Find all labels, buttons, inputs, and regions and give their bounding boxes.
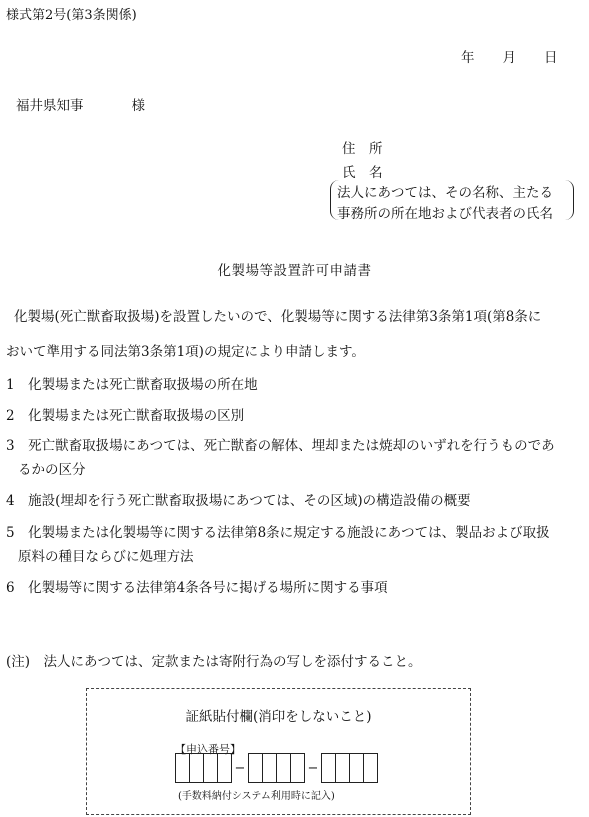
digit-box[interactable] [217, 753, 232, 783]
date-line [461, 46, 558, 66]
date-month-label: 月 [502, 50, 516, 66]
digit-box[interactable] [175, 753, 190, 783]
date-year-label: 年 [461, 50, 475, 66]
digit-box[interactable] [335, 753, 350, 783]
list-item [6, 434, 555, 454]
application-number-group-2[interactable] [248, 753, 305, 783]
note-label: (注) [6, 654, 31, 670]
digit-box[interactable] [189, 753, 204, 783]
list-item [6, 521, 550, 541]
application-number-group-1[interactable] [175, 753, 232, 783]
item-number: 5 [6, 525, 15, 541]
digit-box[interactable] [262, 753, 277, 783]
item-text: 化製場または死亡獣畜取扱場の所在地 [28, 377, 258, 393]
item-number: 2 [6, 408, 15, 424]
number-separator: − [234, 760, 246, 776]
application-number-label: 【申込番号】 [175, 743, 241, 756]
digit-box[interactable] [290, 753, 305, 783]
list-item [6, 373, 258, 393]
digit-box[interactable] [276, 753, 291, 783]
item-number: 1 [6, 377, 15, 393]
application-number-group-3[interactable] [321, 753, 378, 783]
intro-line-1: 化製場(死亡獣畜取扱場)を設置したいので、化製場等に関する法律第3条第1項(第8条に [14, 309, 542, 325]
digit-box[interactable] [363, 753, 378, 783]
revenue-stamp-box [86, 688, 471, 815]
item-continuation: るかの区分 [18, 462, 86, 478]
digit-box[interactable] [349, 753, 364, 783]
corporate-note-line-1: 法人にあつては、その名称、主たる [337, 185, 553, 201]
addressee-honorific: 様 [131, 98, 145, 114]
item-text: 施設(埋却を行う死亡獣畜取扱場にあつては、その区域)の構造設備の概要 [28, 493, 471, 509]
addressee-name: 福井県知事 [16, 98, 84, 114]
address-label: 住 所 [342, 141, 383, 157]
item-text: 死亡獣畜取扱場にあつては、死亡獣畜の解体、埋却または焼却のいずれを行うものであ [28, 438, 555, 454]
item-text: 化製場等に関する法律第4条各号に掲げる場所に関する事項 [28, 580, 388, 596]
form-number: 様式第2号(第3条関係) [6, 8, 137, 23]
digit-box[interactable] [321, 753, 336, 783]
item-number: 6 [6, 580, 15, 596]
item-number: 4 [6, 493, 15, 509]
item-continuation: 原料の種目ならびに処理方法 [18, 549, 194, 565]
digit-box[interactable] [203, 753, 218, 783]
digit-box[interactable] [248, 753, 263, 783]
number-separator: − [307, 760, 319, 776]
note-text: 法人にあつては、定款または寄附行為の写しを添付すること。 [43, 654, 422, 670]
item-text: 化製場または死亡獣畜取扱場の区別 [28, 408, 245, 424]
stamp-box-footnote: (手数料納付システム利用時に記入) [178, 791, 335, 802]
note [6, 650, 422, 670]
intro-line-2: おいて準用する同法第3条第1項)の規定により申請します。 [6, 344, 365, 360]
name-label: 氏 名 [342, 165, 383, 181]
list-item [6, 489, 471, 509]
addressee [16, 94, 145, 114]
item-text: 化製場または化製場等に関する法律第8条に規定する施設にあつては、製品および取扱 [28, 525, 550, 541]
application-number-boxes[interactable] [175, 753, 378, 783]
document-title: 化製場等設置許可申請書 [217, 263, 372, 279]
stamp-box-title: 証紙貼付欄(消印をしないこと) [185, 709, 372, 725]
item-number: 3 [6, 438, 15, 454]
list-item [6, 404, 244, 424]
corporate-note-line-2: 事務所の所在地および代表者の氏名 [337, 206, 553, 222]
date-day-label: 日 [544, 50, 558, 66]
list-item [6, 576, 388, 596]
